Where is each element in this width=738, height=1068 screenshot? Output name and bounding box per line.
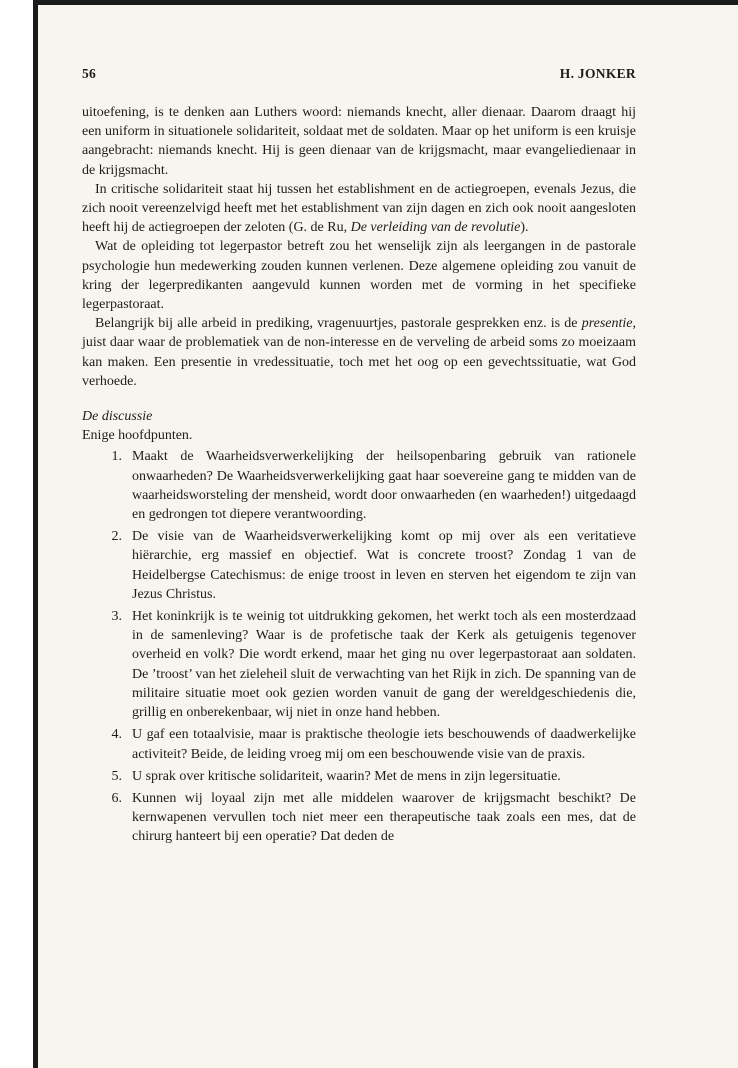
discussion-point [82, 447, 636, 524]
discussion-point [82, 767, 636, 786]
body-paragraph [82, 180, 636, 238]
body-paragraph [82, 314, 636, 391]
discussion-point [82, 725, 636, 763]
discussion-point [82, 527, 636, 604]
paragraph-text: Wat de opleiding tot legerpastor betreft zou het wenselijk zijn als leergangen in de pastorale psychologie hun medewerking zouden kunnen verlenen. Deze algemene opleiding zou vanuit de kring der legerpredikanten aangevuld kunnen worden met de vorming in het specifieke legerpastoraat. [82, 239, 636, 313]
point-text: Kunnen wij loyaal zijn met alle middelen waarover de krijgsmacht beschikt? De kernwapenen vervullen toch niet meer een therapeutische taak zoals een mes, dat de chirurg hanteert bij een operatie? Dat deden de [132, 790, 636, 845]
discussion-point [82, 607, 636, 722]
discussion-points [82, 447, 636, 846]
body-paragraph [82, 103, 636, 180]
section-intro: Enige hoofdpunten. [82, 428, 193, 444]
point-number: 5. [111, 768, 122, 784]
point-text: Maakt de Waarheidsverwerkelijking der heilsopenbaring gebruik van rationele onwaarheden? De Waarheidsverwerkelijking gaat haar soevereine gang te midden van de waarheidsworsteling der mensheid, wordt door onwaarheden (en waarheden!) uitgedaagd en gedrongen tot diepere verantwoording. [132, 449, 636, 523]
body-paragraph [82, 237, 636, 314]
point-text: U gaf een totaalvisie, maar is praktische theologie iets beschouwends of daadwerkelijke activiteit? Beide, de leiding vroeg mij om een beschouwende visie van de praxis. [132, 727, 636, 762]
paragraph-text: uitoefening, is te denken aan Luthers woord: niemands knecht, aller dienaar. Daarom draagt hij een uniform in situationele solidariteit, soldaat met de soldaten. Maar op het uniform is een kruisje aangebracht: niemands knecht. Hij is geen dienaar van de krijgsmacht, maar evangeliedienaar in de krijgsmacht. [82, 105, 636, 178]
point-number: 4. [111, 727, 122, 743]
running-author: H. JONKER [559, 66, 636, 81]
page-number: 56 [82, 66, 97, 81]
paragraph-text: In critische solidariteit staat hij tussen het establishment en de actiegroepen, evenals Jezus, die zich nooit vereenzelvigd heeft met het establishment van zijn dagen en zich ook nooit aangesloten heeft hij de actiegroepen der zeloten (G. de Ru, [82, 181, 636, 236]
page-body [82, 103, 636, 850]
point-text: U sprak over kritische solidariteit, waarin? Met de mens in zijn legersituatie. [132, 768, 561, 784]
running-header [82, 66, 636, 82]
discussion-point [82, 789, 636, 847]
point-text: De visie van de Waarheidsverwerkelijking komt op mij over als een veritatieve hiërarchie, erg massief en objectief. Wat is concrete troost? Zondag 1 van de Heidelbergse Catechismus: de enige troost in leven en sterven het eigendom te zijn van Jezus Christus. [132, 529, 636, 602]
paragraph-text: Belangrijk bij alle arbeid in prediking, vragenuurtjes, pastorale gesprekken enz. is de [95, 316, 582, 332]
paragraph-text: juist daar waar de problematiek van de non-interesse en de verveling de arbeid soms zo moeizaam kan maken. Een presentie in vredessituatie, toch met het oog op een gevechtssituatie, wat God verhoede. [82, 335, 636, 389]
section-title: De discussie [82, 409, 153, 425]
point-number: 6. [111, 790, 122, 806]
point-number: 3. [111, 609, 122, 625]
italic-title: De verleiding van de revolutie [350, 220, 521, 236]
point-number: 1. [111, 449, 122, 465]
point-text: Het koninkrijk is te weinig tot uitdrukking gekomen, het werkt toch als een mosterdzaad in de samenleving? Waar is de profetische taak der Kerk als getuigenis tegenover overheid en volk? Die wordt erkend, maar het ging nu over legerpastoraat aan soldaten. De ’troost’ van het zieleheil sluit de verwachting van het Rijk in zich. De spanning van de militaire situatie moet ook gezien worden vanuit de gang der wereldgeschiedenis die, grillig en onberekenbaar, wij niet in onze hand hebben. [132, 609, 636, 721]
italic-title: presentie, [581, 316, 636, 332]
paragraph-text: ). [520, 220, 529, 236]
paragraph-block [82, 103, 636, 391]
point-number: 2. [111, 529, 122, 545]
